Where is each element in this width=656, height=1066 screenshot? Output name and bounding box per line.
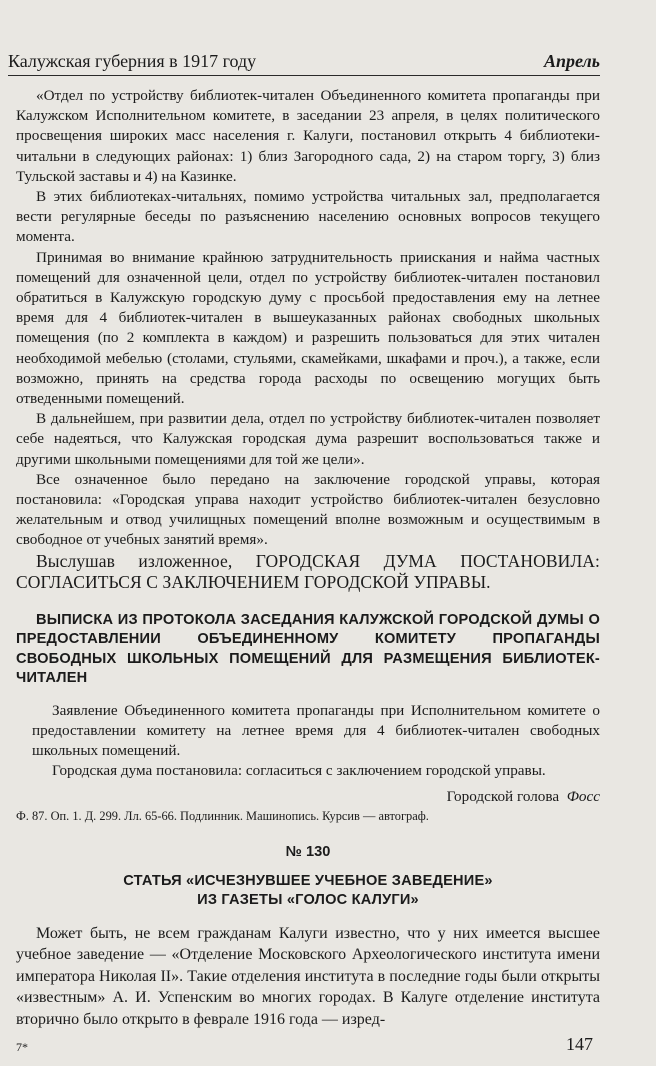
extract-body bbox=[16, 701, 600, 808]
decision-paragraph: Городская дума постановила: согласиться с заключением городской управы. bbox=[52, 762, 546, 780]
archival-source-note: Ф. 87. Оп. 1. Д. 299. Лл. 65-66. Подлинник. Машинопись. Курсив — автограф. bbox=[16, 808, 429, 823]
section-heading: ВЫПИСКА ИЗ ПРОТОКОЛА ЗАСЕДАНИЯ КАЛУЖСКОЙ ГОРОДСКОЙ ДУМЫ О ПРЕДОСТАВЛЕНИИ ОБЪЕДИНЕННОМУ КОМИТЕТУ ПРОПАГАНДЫ СВОБОДНЫХ ШКОЛЬНЫХ ПОМЕЩЕНИЙ ДЛЯ РАЗМЕЩЕНИЯ БИБЛИОТЕК-ЧИТАЛЕН bbox=[16, 611, 600, 687]
page-body bbox=[16, 86, 600, 1030]
article-paragraph: Может быть, не всем гражданам Калуги известно, что у них имеется высшее учебное заведение — «Отделение Московского Археологического института имени императора Николая II». Такие отделения института в последние годы были открыты «известным» А. И. Успенским во многих городах. В Калуге отделение института вторично было открыто в феврале 1916 года — изред- bbox=[16, 924, 600, 1028]
paragraph: Принимая во внимание крайнюю затруднительность приискания и найма частных помещений для означенной цели, отдел по устройству библиотек-читален постановил обратиться в Калужскую городскую думу с просьбой предоставления ему на летнее время для 4 библиотек-читален в вышеуказанных районах свободных школьных помещения (по 2 комплекта в каждом) и разрешить пользоваться для этих читален необходимой мебелью (столами, стульями, скамейками, шкафами и проч.), а также, если возможно, принять на средства города расходы по освещению могущих быть отведенными помещений. bbox=[16, 248, 600, 408]
signature-name: Фосс bbox=[566, 788, 600, 806]
statement-paragraph: Заявление Объединенного комитета пропаганды при Исполнительном комитете о предоставлении комитету на летнее время для 4 библиотек-читален свободных школьных помещений. bbox=[32, 701, 600, 760]
running-header bbox=[8, 49, 600, 76]
header-title: Калужская губерния в 1917 году bbox=[8, 51, 257, 71]
signature-line bbox=[32, 787, 600, 807]
document-number: № 130 bbox=[285, 843, 331, 860]
resolution-paragraph: Выслушав изложенное, ГОРОДСКАЯ ДУМА ПОСТАНОВИЛА: СОГЛАСИТЬСЯ С ЗАКЛЮЧЕНИЕМ ГОРОДСКОЙ УПРАВЫ. bbox=[16, 550, 600, 592]
article-title-line-1: СТАТЬЯ «ИСЧЕЗНУВШЕЕ УЧЕБНОЕ ЗАВЕДЕНИЕ» bbox=[123, 872, 493, 889]
header-month: Апрель bbox=[543, 51, 600, 71]
paragraph: «Отдел по устройству библиотек-читален Объединенного комитета пропаганды при Калужском Исполнительном комитете, в заседании 23 апреля, в целях политического просвещения широких масс населения г. Калуги, постановил открыть 4 библиотеки-читальни в следующих районах: 1) близ Загородного сада, 2) на старом торгу, 3) близ Тульской заставы и 4) на Казинке. bbox=[16, 87, 600, 185]
article-title-line-2: ИЗ ГАЗЕТЫ «ГОЛОС КАЛУГИ» bbox=[197, 892, 419, 909]
paragraph: Все означенное было передано на заключение городской управы, которая постановила: «Городская управа находит устройство библиотек-читален безусловно желательным и отвод училищных помещений вполне возможным и осуществимым в свободное от учебных занятий время». bbox=[16, 470, 600, 549]
paragraph: В этих библиотеках-читальнях, помимо устройства читальных зал, предполагается вести регулярные беседы по разъяснению населению основных вопросов текущего момента. bbox=[16, 188, 600, 246]
paragraph: В дальнейшем, при развитии дела, отдел по устройству библиотек-читален позволяет себе надеяться, что Калужская городская дума разрешит воспользоваться также и другими школьными помещениями для той же цели». bbox=[16, 410, 600, 468]
page-number: 147 bbox=[566, 1034, 593, 1054]
article-title bbox=[16, 872, 600, 911]
signature-mark: 7* bbox=[16, 1040, 28, 1054]
article-body bbox=[16, 923, 600, 1031]
signature-role: Городской голова bbox=[446, 788, 560, 806]
